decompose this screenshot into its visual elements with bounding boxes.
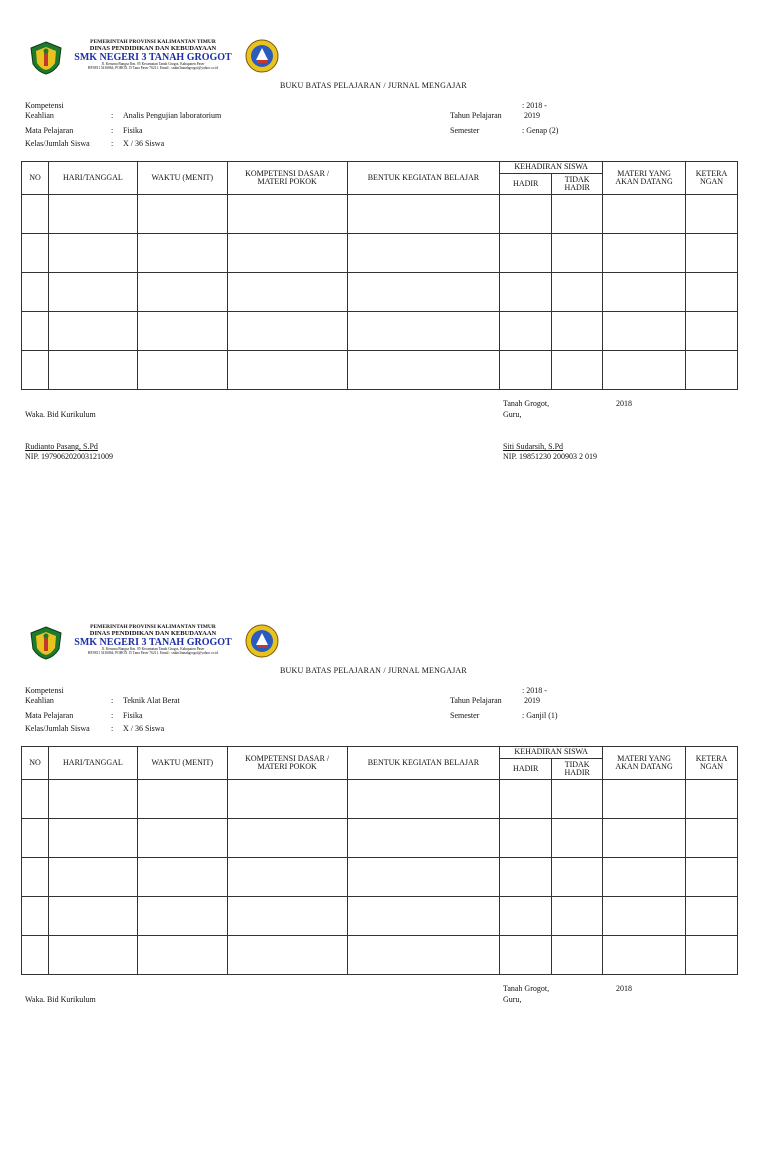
value-kelas: X / 36 Siswa — [123, 139, 165, 148]
document-title: BUKU BATAS PELAJARAN / JURNAL MENGAJAR — [280, 81, 467, 90]
value-keahlian: Teknik Alat Berat — [123, 696, 180, 705]
value-tahun-line1: : 2018 - — [522, 101, 547, 110]
value-tahun-line2: 2019 — [524, 111, 540, 120]
table-row — [22, 780, 738, 819]
colon: : — [111, 111, 114, 120]
letterhead — [62, 624, 244, 656]
school-logo-icon — [244, 38, 280, 74]
letterhead-address: Jl. Kesuma Bangsa Km. 05 Kecamatan Tanah Grogot, Kabupaten Paser — [101, 647, 205, 652]
table-row — [22, 936, 738, 975]
label-kompetensi: Kompetensi — [25, 101, 64, 110]
label-mata-pelajaran: Mata Pelajaran — [25, 711, 74, 720]
col-bentuk-kegiatan: BENTUK KEGIATAN BELAJAR — [347, 747, 500, 780]
col-kehadiran: KEHADIRAN SISWA — [500, 747, 603, 759]
province-emblem-icon — [28, 625, 64, 661]
label-tahun: Tahun Pelajaran — [450, 111, 502, 120]
signature-left-role: Waka. Bid Kurikulum — [25, 995, 96, 1004]
col-keterangan: KETERA NGAN — [686, 162, 738, 195]
col-tidak-hadir: TIDAK HADIR — [552, 174, 603, 195]
letterhead-province: PEMERINTAH PROVINSI KALIMANTAN TIMUR — [90, 39, 216, 45]
table-row — [22, 351, 738, 390]
col-hari-tanggal: HARI/TANGGAL — [48, 747, 137, 780]
signature-right-nip: NIP. 19851230 200903 2 019 — [503, 452, 598, 461]
document-title: BUKU BATAS PELAJARAN / JURNAL MENGAJAR — [280, 666, 467, 675]
signature-year: 2018 — [616, 984, 632, 993]
col-tidak-hadir: TIDAK HADIR — [552, 759, 603, 780]
label-mata-pelajaran: Mata Pelajaran — [25, 126, 74, 135]
letterhead — [62, 39, 244, 71]
table-row — [22, 312, 738, 351]
school-logo-icon — [244, 623, 280, 659]
signature-year: 2018 — [616, 399, 632, 408]
label-keahlian: Keahlian — [25, 111, 54, 120]
col-no: NO — [22, 162, 49, 195]
letterhead-agency: DINAS PENDIDIKAN DAN KEBUDAYAAN — [89, 630, 217, 638]
table-row — [22, 858, 738, 897]
label-tahun: Tahun Pelajaran — [450, 696, 502, 705]
value-tahun-line1: : 2018 - — [522, 686, 547, 695]
label-kelas: Kelas/Jumlah Siswa — [25, 724, 90, 733]
letterhead-contact: HP.0811 5416864, POBOX 15 Tana Paser 76211. Email : smkn3tanahgrogot@yahoo.co.id — [87, 66, 219, 71]
value-mata-pelajaran: Fisika — [123, 126, 143, 135]
value-semester: : Genap (2) — [522, 126, 559, 135]
letterhead-province: PEMERINTAH PROVINSI KALIMANTAN TIMUR — [90, 624, 216, 630]
value-keahlian: Analis Pengujian laboratorium — [123, 111, 222, 120]
letterhead-school: SMK NEGERI 3 TANAH GROGOT — [74, 637, 232, 649]
table-row — [22, 273, 738, 312]
col-hari-tanggal: HARI/TANGGAL — [48, 162, 137, 195]
journal-page-2 — [0, 585, 768, 1175]
col-kompetensi: KOMPETENSI DASAR / MATERI POKOK — [227, 162, 347, 195]
label-kompetensi: Kompetensi — [25, 686, 64, 695]
value-tahun-line2: 2019 — [524, 696, 540, 705]
letterhead-contact: HP.0811 5416864, POBOX 15 Tana Paser 76211. Email : smkn3tanahgrogot@yahoo.co.id — [87, 651, 219, 656]
signature-place: Tanah Grogot, — [503, 399, 550, 408]
journal-table — [21, 746, 738, 975]
value-semester: : Ganjil (1) — [522, 711, 558, 720]
col-hadir: HADIR — [500, 759, 552, 780]
col-no: NO — [22, 747, 49, 780]
signature-right-role: Guru, — [503, 410, 522, 419]
table-row — [22, 195, 738, 234]
label-semester: Semester — [450, 711, 480, 720]
col-materi: MATERI YANG AKAN DATANG — [603, 747, 686, 780]
table-row — [22, 234, 738, 273]
letterhead-address: Jl. Kesuma Bangsa Km. 05 Kecamatan Tanah Grogot, Kabupaten Paser — [101, 62, 205, 67]
signature-place: Tanah Grogot, — [503, 984, 550, 993]
col-waktu: WAKTU (MENIT) — [137, 747, 227, 780]
col-materi: MATERI YANG AKAN DATANG — [603, 162, 686, 195]
col-kompetensi: KOMPETENSI DASAR / MATERI POKOK — [227, 747, 347, 780]
label-semester: Semester — [450, 126, 480, 135]
colon: : — [111, 696, 114, 705]
colon: : — [111, 126, 114, 135]
col-bentuk-kegiatan: BENTUK KEGIATAN BELAJAR — [347, 162, 500, 195]
signature-right-role: Guru, — [503, 995, 522, 1004]
signature-left-nip: NIP. 197906202003121009 — [25, 452, 114, 461]
value-mata-pelajaran: Fisika — [123, 711, 143, 720]
table-row — [22, 897, 738, 936]
letterhead-school: SMK NEGERI 3 TANAH GROGOT — [74, 52, 232, 64]
label-keahlian: Keahlian — [25, 696, 54, 705]
signature-right-name: Siti Sudarsih, S.Pd — [503, 442, 564, 451]
journal-table — [21, 161, 738, 390]
label-kelas: Kelas/Jumlah Siswa — [25, 139, 90, 148]
value-kelas: X / 36 Siswa — [123, 724, 165, 733]
signature-left-role: Waka. Bid Kurikulum — [25, 410, 96, 419]
col-waktu: WAKTU (MENIT) — [137, 162, 227, 195]
colon: : — [111, 139, 114, 148]
signature-left-name: Rudianto Pasang, S.Pd — [25, 442, 98, 451]
colon: : — [111, 711, 114, 720]
col-hadir: HADIR — [500, 174, 552, 195]
col-kehadiran: KEHADIRAN SISWA — [500, 162, 603, 174]
letterhead-agency: DINAS PENDIDIKAN DAN KEBUDAYAAN — [89, 45, 217, 53]
table-row — [22, 819, 738, 858]
province-emblem-icon — [28, 40, 64, 76]
col-keterangan: KETERA NGAN — [686, 747, 738, 780]
colon: : — [111, 724, 114, 733]
